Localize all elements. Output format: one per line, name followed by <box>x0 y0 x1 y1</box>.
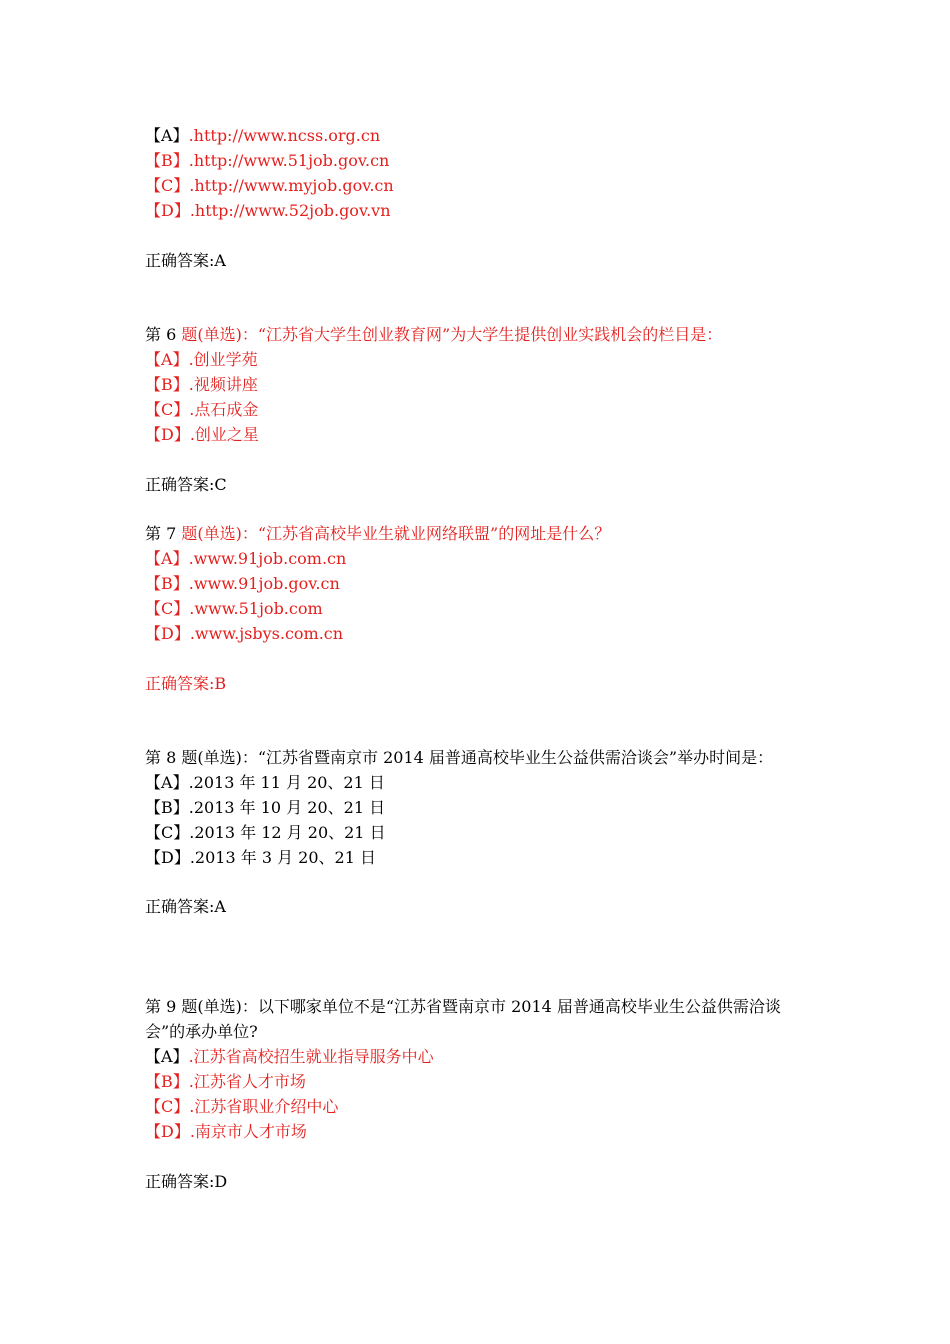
q7-option-d: 【D】.www.jsbys.com.cn <box>145 624 344 643</box>
q9-title-line1: 第 9 题(单选)：以下哪家单位不是“江苏省暨南京市 2014 届普通高校毕业生公益供需洽谈 <box>145 997 781 1016</box>
q6-title: 第 6 题(单选)：“江苏省大学生创业教育网”为大学生提供创业实践机会的栏目是： <box>145 325 723 344</box>
q6-answer: 正确答案:C <box>145 475 227 494</box>
q7-option-b: 【B】.www.91job.gov.cn <box>145 574 340 593</box>
q9-answer: 正确答案:D <box>145 1172 228 1191</box>
q8-option-d: 【D】.2013 年 3 月 20、21 日 <box>145 848 376 867</box>
q7-answer: 正确答案:B <box>145 674 227 693</box>
q5-option-b: 【B】.http://www.51job.gov.cn <box>145 151 390 170</box>
q8-title: 第 8 题(单选)：“江苏省暨南京市 2014 届普通高校毕业生公益供需洽谈会”举办时间是： <box>145 748 774 767</box>
q7-option-a: 【A】.www.91job.com.cn <box>145 549 347 568</box>
q5-answer: 正确答案:A <box>145 251 226 270</box>
q8-option-b: 【B】.2013 年 10 月 20、21 日 <box>145 798 386 817</box>
q7-option-c: 【C】.www.51job.com <box>145 599 323 618</box>
q5-option-c: 【C】.http://www.myjob.gov.cn <box>145 176 394 195</box>
q8-option-c: 【C】.2013 年 12 月 20、21 日 <box>145 823 386 842</box>
q6-option-c: 【C】.点石成金 <box>145 400 259 419</box>
q5-option-d: 【D】.http://www.52job.gov.vn <box>145 201 391 220</box>
q7-title: 第 7 题(单选)：“江苏省高校毕业生就业网络联盟”的网址是什么？ <box>145 524 611 543</box>
q6-option-d: 【D】.创业之星 <box>145 425 259 444</box>
q9-option-d: 【D】.南京市人才市场 <box>145 1122 307 1141</box>
q8-option-a: 【A】.2013 年 11 月 20、21 日 <box>145 773 385 792</box>
q9-option-c: 【C】.江苏省职业介绍中心 <box>145 1097 339 1116</box>
q8-answer: 正确答案:A <box>145 897 226 916</box>
q5-option-a: 【A】.http://www.ncss.org.cn <box>145 126 381 145</box>
q6-option-b: 【B】.视频讲座 <box>145 375 258 394</box>
q6-option-a: 【A】.创业学苑 <box>145 350 258 369</box>
q9-title-line2: 会”的承办单位? <box>145 1022 258 1041</box>
q9-option-a: 【A】.江苏省高校招生就业指导服务中心 <box>145 1047 434 1066</box>
q9-option-b: 【B】.江苏省人才市场 <box>145 1072 306 1091</box>
